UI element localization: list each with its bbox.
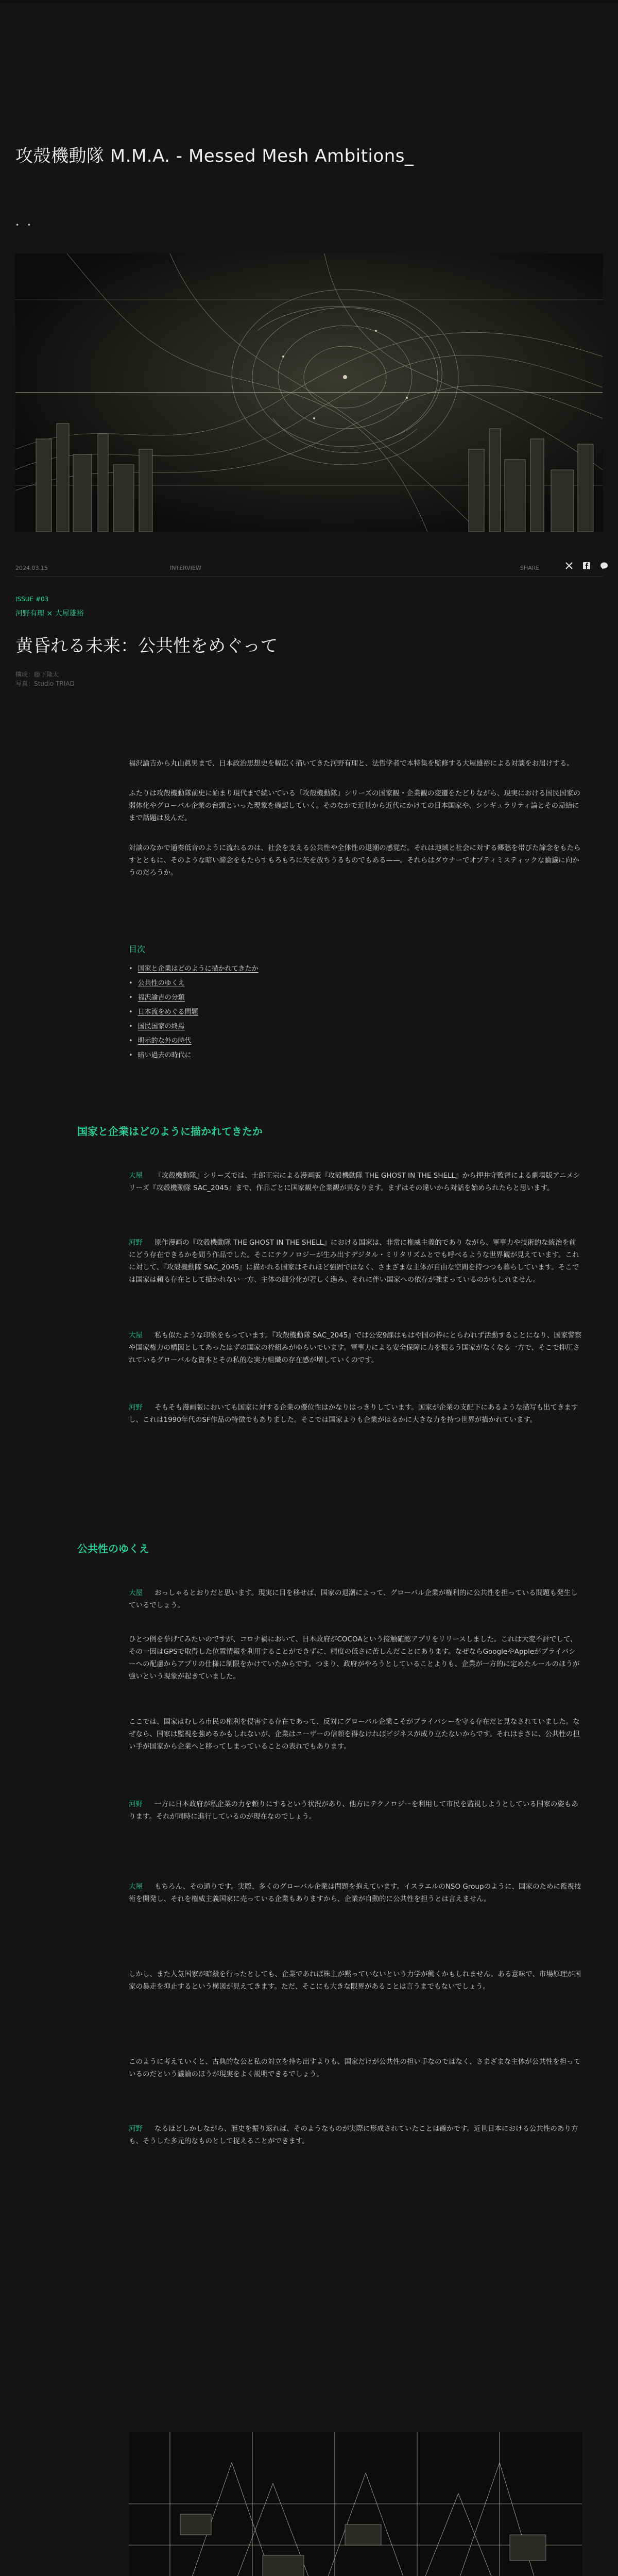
facebook-icon[interactable] [582, 562, 591, 571]
speaker: 河野 [129, 1239, 143, 1247]
dialogue-text: 一方に日本政府が私企業の力を頼りにするという状況があり、他方にテクノロジーを利用して市民を監視しようとしている国家の姿もあります。それが同時に進行しているのが現在なのでしょう。 [129, 1800, 578, 1821]
x-icon[interactable] [564, 562, 574, 571]
speaker: 大屋 [129, 1172, 143, 1180]
speaker: 河野 [129, 1800, 143, 1808]
toc-item[interactable]: • 暗い過去の時代に [129, 1048, 582, 1063]
authors: 河野有理 × 大屋雄裕 [15, 609, 84, 618]
toc-item[interactable]: • 明示的な外の時代 [129, 1034, 582, 1048]
hero-image [15, 253, 603, 532]
article-figure [129, 2432, 582, 2576]
hero-illustration [15, 253, 603, 532]
dialogue-text: もちろん、その通りです。実際、多くのグローバル企業は問題を抱えています。イスラエルのNSO Groupのように、国家のために監視技術を開発し、それを権威主義国家に売っている企業もありますから、企業が自動的に公共性を担うとは言えません。 [129, 1883, 581, 1903]
figure-illustration [129, 2432, 582, 2576]
toc-item[interactable]: • 日本流をめぐる問題 [129, 1005, 582, 1020]
speaker: 大屋 [129, 1589, 143, 1597]
dialogue-text: このように考えていくと、古典的な公と私の対立を持ち出すよりも、国家だけが公共性の担い手なのではなく、さまざまな主体が公共性を担っているのだという議論のほうが現実をよく説明できるでしょう。 [129, 2058, 581, 2078]
dialogue-block [129, 1401, 582, 1426]
dialogue-block [129, 1633, 582, 1683]
top-bar [0, 0, 618, 3]
toc-item[interactable]: • 福沢諭吉の分類 [129, 991, 582, 1005]
credit-photo: 写真：Studio TRIAD [15, 680, 75, 687]
speaker: 河野 [129, 1403, 143, 1412]
dialogue-block [129, 2123, 582, 2147]
share-label: SHARE [520, 565, 540, 571]
dialogue-text: ここでは、国家はむしろ市民の権利を侵害する存在であって、反対にグローバル企業こそがプライバシーを守る存在だと見なされていました。なぜなら、国家は監視を強めるかもしれないが、企業はユーザーの信頼を得なければビジネスが成り立たないからです。それはまさに、公共性の担い手が国家から企業へと移ってしまっていることの表れでもあります。 [129, 1718, 580, 1751]
dialogue-text: そもそも漫画版においても国家に対する企業の優位性はかなりはっきりしています。国家が企業の支配下にあるような描写も出てきますし、これは1990年代のSF作品の特徴でもありました。そこでは国家よりも企業がはるかに大きな力を持つ世界が描かれています。 [129, 1403, 578, 1424]
toc-list [129, 962, 582, 1063]
dialogue-text: 私も似たような印象をもっています。『攻殻機動隊 SAC_2045』では公安9課はもはや国の枠にとらわれず活動することになり、国家警察や国家権力の構図としてあったはずの国家の枠組みがゆらいでいます。軍事力による安全保障に力を振るう国家がなくなる一方で、そこで抑圧されているグローバルな資本とその私的な実力組織の存在感が増していくのです。 [129, 1331, 582, 1364]
dialogue-text: ひとつ例を挙げてみたいのですが、コロナ禍において、日本政府がCOCOAという接触確認アプリをリリースしました。これは大変不評でして、その一因はGPSで取得した位置情報を利用することができずに、精度の低さに苦しんだことにあります。なぜならGoogleやAppleがプライバシーへの配慮からアプリの仕様に制限をかけていたからです。つまり、政府がやろうとしていることよりも、企業が一方的に定めたルールのほうが強いという現象が起きていました。 [129, 1635, 580, 1681]
dialogue-text: 『攻殻機動隊』シリーズでは、士郎正宗による漫画版『攻殻機動隊 THE GHOST IN THE SHELL』から押井守監督による劇場版アニメシリーズ『攻殻機動隊 SAC_2045』まで、作品ごとに国家観や企業観が異なります。まずはその違いから対話を始められたらと思います。 [129, 1172, 580, 1192]
publish-date: 2024.03.15 [15, 565, 48, 571]
dialogue-block [129, 1880, 582, 1905]
dialogue-block [129, 1236, 582, 1286]
intro-paragraph: 福沢諭吉から丸山眞男まで、日本政治思想史を幅広く描いてきた河野有理と、法哲学者で本特集を監修する大屋雄裕による対談をお届けする。 [129, 759, 574, 768]
speaker: 大屋 [129, 1331, 143, 1340]
speaker: 大屋 [129, 1883, 143, 1891]
toc-item[interactable]: • 公共性のゆくえ [129, 976, 582, 991]
article-meta [15, 562, 603, 577]
section-heading: 公共性のゆくえ [77, 1543, 149, 1555]
toc-item[interactable]: • 国民国家の終焉 [129, 1020, 582, 1034]
dialogue-text: しかし、また人気国家が暗殺を行ったとしても、企業であれば株主が黙っていないという力学が働くかもしれません。ある意味で、市場原理が国家の暴走を抑止するという構図が見えてきます。ただ、そこにも大きな限界があることは言うまでもないでしょう。 [129, 1970, 581, 1991]
speaker: 河野 [129, 2125, 143, 2133]
issue-tag[interactable]: ISSUE #03 [15, 596, 49, 603]
category-label[interactable]: INTERVIEW [170, 565, 201, 571]
dialogue-block [129, 2056, 582, 2080]
dialogue-text: なるほどしかしながら、歴史を振り返れば、そのようなものが実際に形成されていたことは確かです。近世日本における公共性のあり方も、そうした多元的なものとして捉えることができます。 [129, 2125, 578, 2145]
dialogue-block [129, 1587, 582, 1612]
dialogue-block [129, 1170, 582, 1194]
intro-paragraph: 対談のなかで通奏低音のように流れるのは、社会を支える公共性や全体性の退潮の感覚だ。それは地域と社会に対する郷愁を帯びた諦念をもたらすとともに、そのような暗い諦念をもたらすもろもろに矢を放ちうるものでもある——。それらはダウナーでオプティミスティックな論議に向かうのだろうか。 [129, 844, 581, 877]
dialogue-text: おっしゃるとおりだと思います。現実に目を移せば、国家の退潮によって、グローバル企業が権利的に公共性を担っている問題も発生しているでしょう。 [129, 1589, 578, 1609]
intro-paragraph: ふたりは攻殻機動隊前史に始まり現代まで続いている「攻殻機動隊」シリーズの国家観・企業観の変遷をたどりながら、現実における国民国家の弱体化やグローバル企業の台頭といった現象を確認していく。そのなかで近世から近代にかけての日本国家や、シンギュラリティ論とその帰結にまで話題は及んだ。 [129, 789, 580, 822]
credit-editor: 構成：藤下隆太 [15, 671, 59, 678]
menu-dots-icon[interactable]: • • [15, 222, 34, 229]
toc-title: 目次 [129, 944, 146, 954]
intro [129, 757, 582, 879]
dialogue-block [129, 1798, 582, 1823]
toc-item[interactable]: • 国家と企業はどのように描かれてきたか [129, 962, 582, 976]
section-heading: 国家と企業はどのように描かれてきたか [77, 1125, 263, 1138]
article-title: 黄昏れる未来：公共性をめぐって [15, 636, 278, 656]
share-icons [564, 562, 609, 571]
line-icon[interactable] [599, 562, 609, 571]
dialogue-text: 原作漫画の『攻殻機動隊 THE GHOST IN THE SHELL』における国家は、非常に権威主義的であり ながら、軍事力や技術的な統治を前にどう存在できるかを問う作品でした。そこにテクノロジーが生み出すデジタル・ミリタリズムとでも呼べるような世界観が見えています。これに対して、『攻殻機動隊 SAC_2045』に描かれる国家はそれほど強固ではなく、さまざまな主体が自由な空間を持つつも暮らしています。そこでは国家は頼る存在として描かれない一方、主体の細分化が著しく進み、それに伴い国家への依存が強まっているのかもしれません。 [129, 1239, 579, 1284]
site-title[interactable]: 攻殻機動隊 M.M.A. - Messed Mesh Ambitions_ [15, 146, 414, 166]
table-of-contents [129, 943, 582, 1063]
dialogue-block [129, 1329, 582, 1366]
dialogue-block [129, 1716, 582, 1753]
dialogue-block [129, 1968, 582, 1993]
